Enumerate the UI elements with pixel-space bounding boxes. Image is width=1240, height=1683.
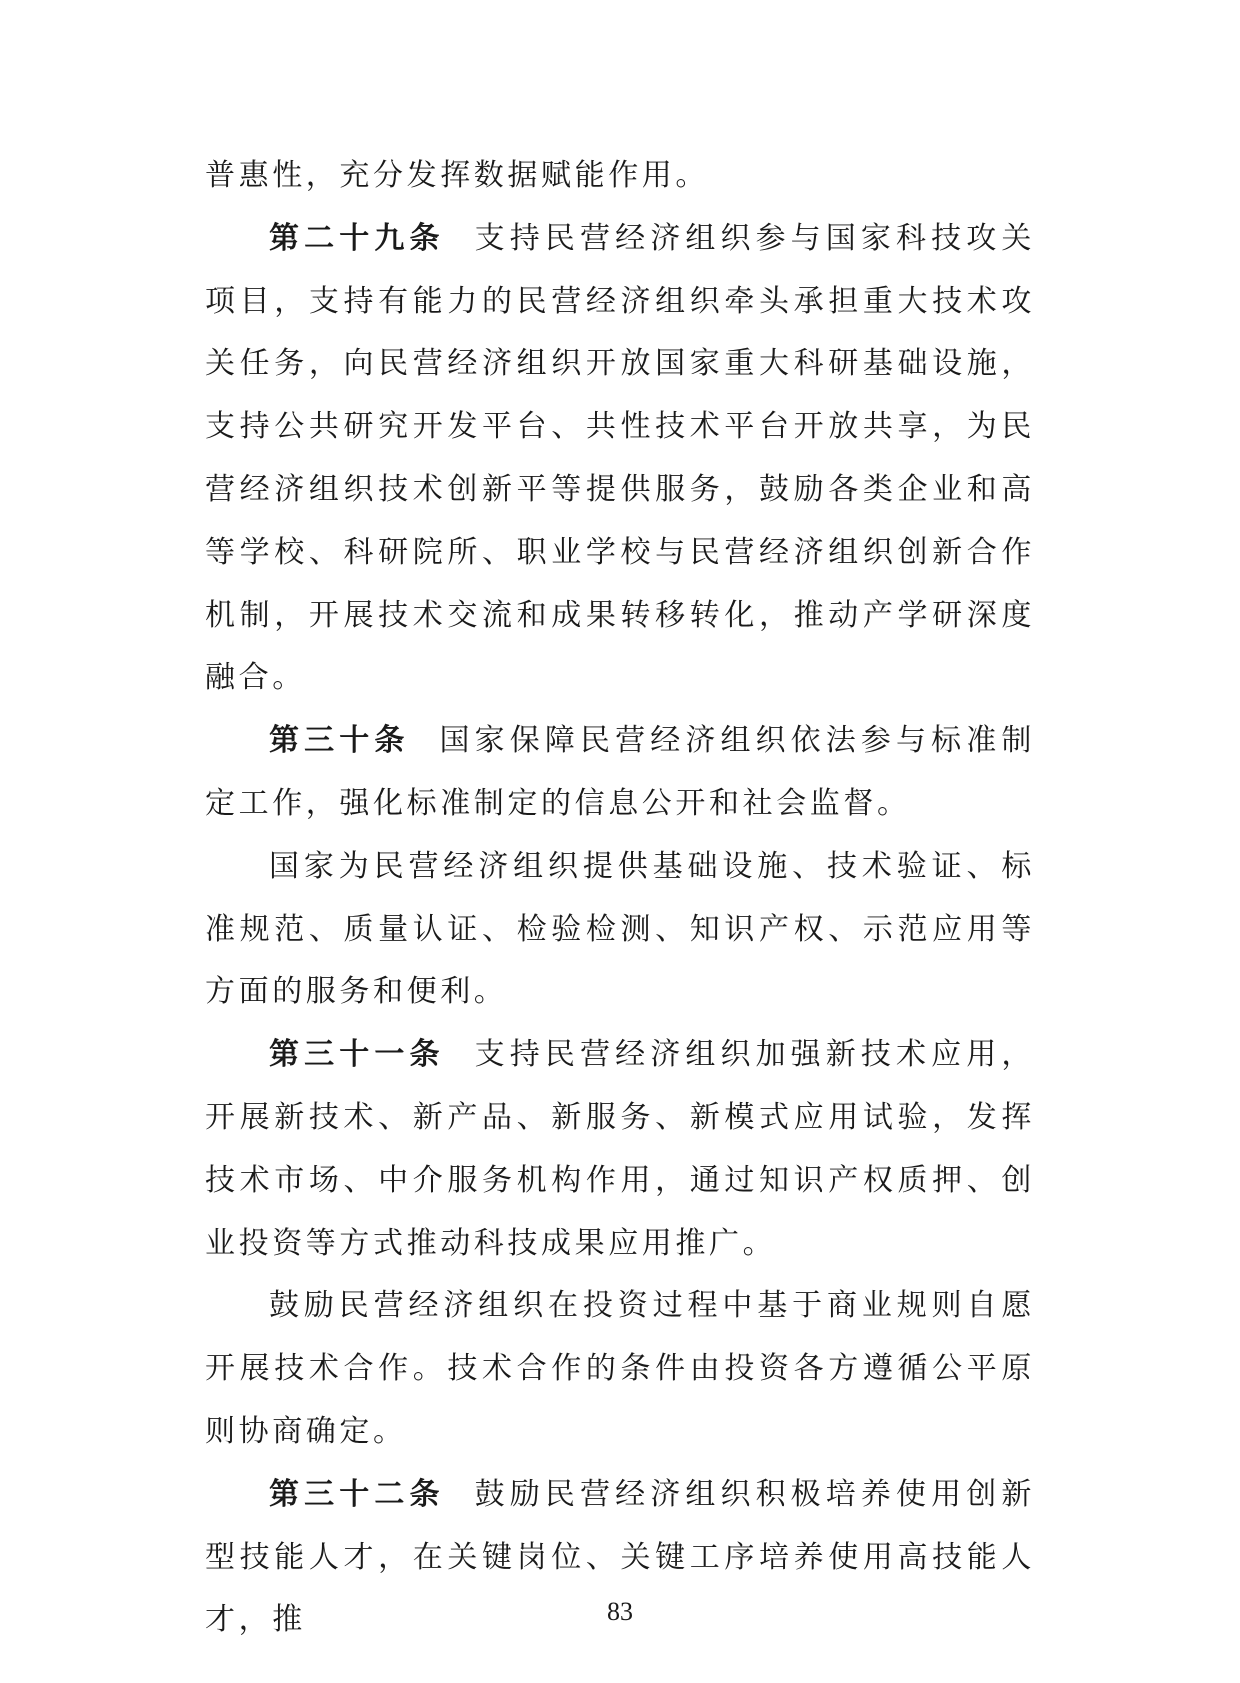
paragraph-text: 鼓励民营经济组织积极培养使用创新型技能人才，在关键岗位、关键工序培养使用高技能人才，推 xyxy=(205,1476,1036,1638)
page-number: 83 xyxy=(607,1597,633,1626)
article-30-clause-2 xyxy=(205,836,1035,1024)
paragraph-text: 支持民营经济组织参与国家科技攻关项目，支持有能力的民营经济组织牵头承担重大技术攻关任务，向民营经济组织开放国家重大科研基础设施，支持公共研究开发平台、共性技术平台开放共享，为民营经济组织技术创新平等提供服务，鼓励各类企业和高等学校、科研院所、职业学校与民营经济组织创新合作机制，开展技术交流和成果转移转化，推动产学研深度融合。 xyxy=(205,220,1036,696)
article-30 xyxy=(205,710,1035,836)
article-heading: 第三十条 xyxy=(269,723,410,759)
article-29 xyxy=(205,208,1035,710)
article-heading: 第三十二条 xyxy=(269,1476,445,1512)
paragraph-text: 鼓励民营经济组织在投资过程中基于商业规则自愿开展技术合作。技术合作的条件由投资各方遵循公平原则协商确定。 xyxy=(205,1288,1035,1449)
paragraph-text: 国家保障民营经济组织依法参与标准制定工作，强化标准制定的信息公开和社会监督。 xyxy=(205,723,1035,821)
article-heading: 第三十一条 xyxy=(269,1037,445,1073)
article-31-clause-2 xyxy=(205,1275,1035,1463)
paragraph-text: 国家为民营经济组织提供基础设施、技术验证、标准规范、质量认证、检验检测、知识产权、示范应用等方面的服务和便利。 xyxy=(205,848,1035,1010)
document-body xyxy=(205,145,1035,1652)
paragraph-text: 支持民营经济组织加强新技术应用，开展新技术、新产品、新服务、新模式应用试验，发挥技术市场、中介服务机构作用，通过知识产权质押、创业投资等方式推动科技成果应用推广。 xyxy=(205,1037,1036,1261)
paragraph-continuation xyxy=(205,145,1035,208)
article-31 xyxy=(205,1024,1035,1275)
paragraph-text: 普惠性，充分发挥数据赋能作用。 xyxy=(205,158,709,193)
article-heading: 第二十九条 xyxy=(269,220,445,256)
